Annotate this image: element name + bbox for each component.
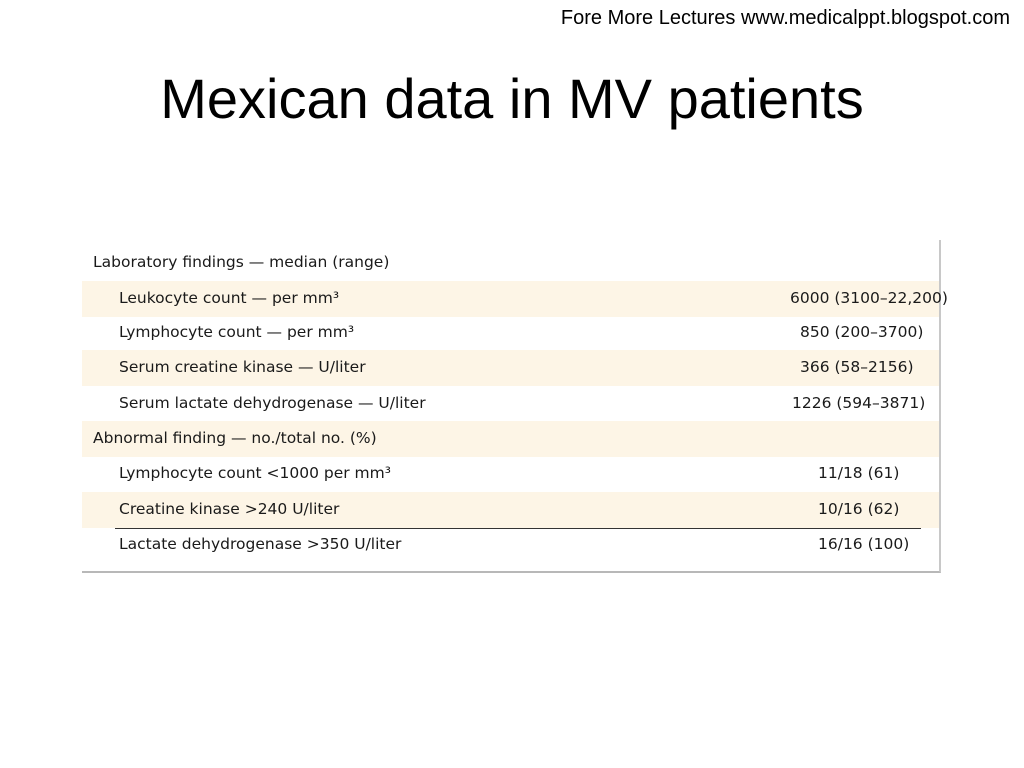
table-section-heading (82, 245, 939, 281)
table-section-heading (82, 421, 939, 457)
row-value: 11/18 (61) (818, 464, 900, 482)
table-row (82, 492, 939, 528)
row-label: Serum lactate dehydrogenase — U/liter (119, 394, 426, 412)
slide-title: Mexican data in MV patients (160, 67, 864, 130)
row-label: Lymphocyte count — per mm³ (119, 323, 355, 341)
lab-findings-table (82, 240, 948, 573)
table-row (82, 527, 939, 563)
table-row (82, 456, 939, 492)
row-value: 366 (58–2156) (800, 358, 914, 376)
table-row (82, 350, 939, 386)
row-label: Creatine kinase >240 U/liter (119, 500, 340, 518)
row-label: Serum creatine kinase — U/liter (119, 358, 366, 376)
row-value: 850 (200–3700) (800, 323, 924, 341)
table-row (82, 281, 948, 317)
row-value: 1226 (594–3871) (792, 394, 926, 412)
row-label: Lactate dehydrogenase >350 U/liter (119, 535, 402, 553)
row-label: Lymphocyte count <1000 per mm³ (119, 464, 391, 482)
row-value: 6000 (3100–22,200) (790, 289, 948, 307)
header-credit: Fore More Lectures www.medicalppt.blogspot.com (560, 7, 1010, 29)
row-label: Leukocyte count — per mm³ (119, 289, 340, 307)
row-value: 10/16 (62) (818, 500, 900, 518)
section-heading-label: Laboratory findings — median (range) (93, 253, 390, 271)
table-row (82, 315, 939, 351)
section-heading-label: Abnormal finding — no./total no. (%) (93, 429, 377, 447)
table-row (82, 386, 939, 422)
row-value: 16/16 (100) (818, 535, 910, 553)
